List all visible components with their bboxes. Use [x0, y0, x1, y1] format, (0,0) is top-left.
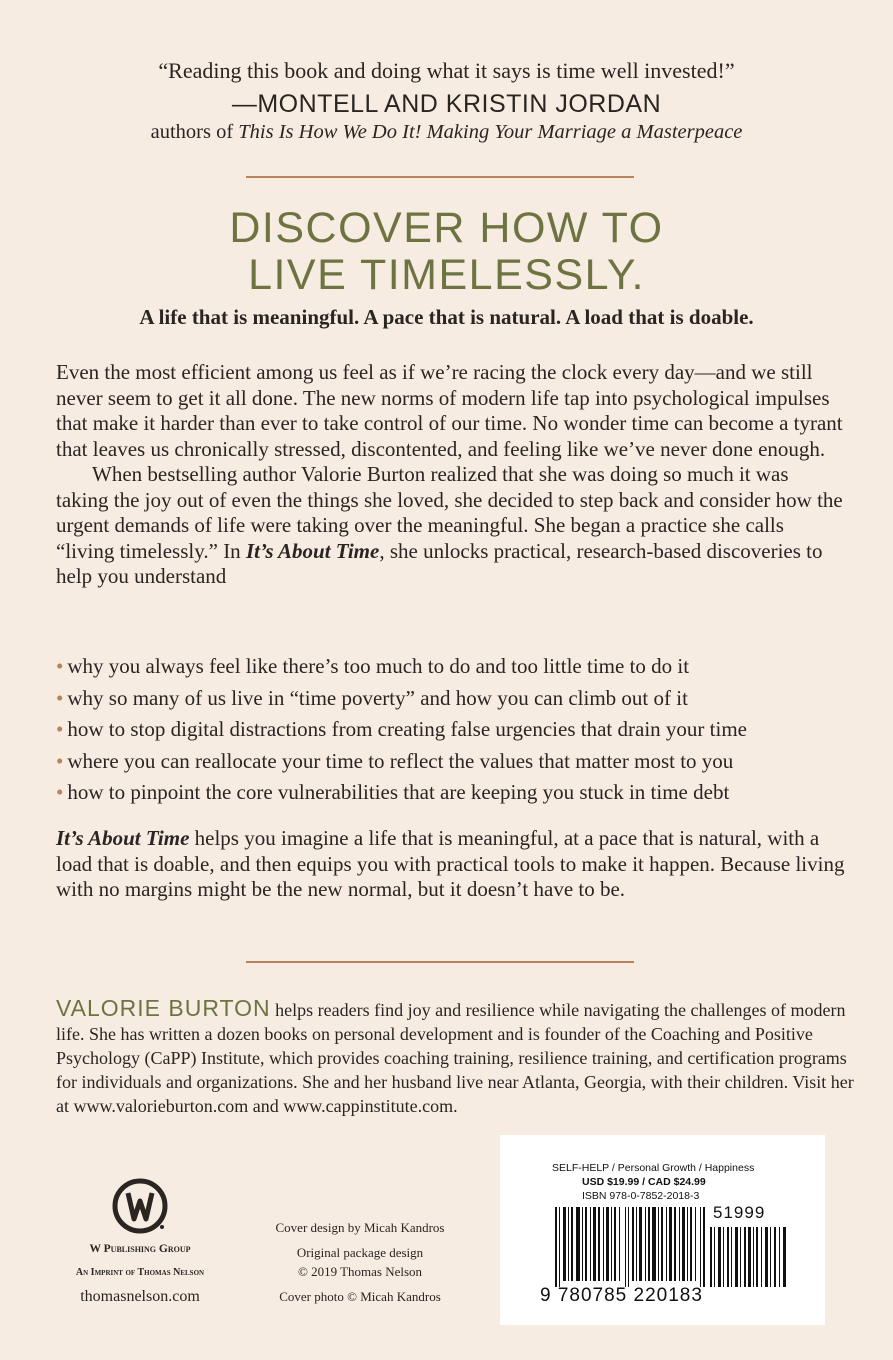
isbn-barcode-icon [555, 1207, 705, 1287]
publisher-block [50, 1175, 230, 1306]
author-bio-text: helps readers find joy and resilience while navigating the challenges of modern life. She has written a dozen books on personal development and is founder of the Coaching and Positive Psychology (CaPP) Institute, which provides coaching training, resilience training, and certification programs for individuals and organizations. She and her husband live near Atlanta, Georgia, with their children. Visit her at www.valorieburton.com and www.cappinstitute.com. [56, 1000, 854, 1116]
closing-book-title: It’s About Time [56, 826, 190, 850]
tagline: A life that is meaningful. A pace that is natural. A load that is doable. [139, 305, 754, 329]
credit-copyright: © 2019 Thomas Nelson [297, 1264, 423, 1279]
headline-line-1: DISCOVER HOW TO [229, 204, 664, 252]
bisac-category: SELF-HELP / Personal Growth / Happiness [552, 1162, 755, 1174]
description-paragraph-2 [56, 462, 846, 590]
bullet-icon: • [56, 717, 64, 741]
price-label: USD $19.99 / CAD $24.99 [582, 1176, 706, 1188]
divider-bottom [246, 961, 634, 963]
endorsement-credit [0, 121, 893, 144]
author-bio [56, 996, 856, 1118]
description-body [56, 360, 846, 590]
publisher-imprint: An Imprint of Thomas Nelson [75, 1267, 205, 1278]
closing-text: helps you imagine a life that is meaningful, at a pace that is natural, with a load that is doable, and then equips you with practical tools to make it happen. Because living with no margins might be the new normal, but it doesn’t have to be. [56, 826, 845, 901]
cover-credits [255, 1218, 465, 1306]
headline [0, 205, 893, 299]
endorsement-quote: “Reading this book and doing what it says is time well invested!” [158, 58, 735, 83]
publisher-website: thomasnelson.com [80, 1288, 200, 1305]
list-item: • where you can reallocate your time to reflect the values that matter most to you [56, 748, 734, 773]
bullet-icon: • [56, 654, 64, 678]
bullet-icon: • [56, 780, 64, 804]
divider-top [246, 176, 634, 178]
closing-paragraph [56, 826, 846, 903]
bullet-list [56, 654, 856, 812]
list-item: • why you always feel like there’s too much to do and too little time to do it [56, 654, 690, 678]
credit-book-title: This Is How We Do It! Making Your Marriage a Masterpeace [238, 121, 743, 143]
headline-line-2: LIVE TIMELESSLY. [248, 251, 645, 299]
description-paragraph-1: Even the most efficient among us feel as if we’re racing the clock every day—and we still never seem to get it all done. The new norms of modern life tap into psychological impulses that make it harder than ever to take control of our time. No wonder time can become a tyrant that leaves us chronically stressed, discontented, and feeling like we’ve never done enough. [56, 360, 843, 461]
price-code: 51999 [713, 1203, 766, 1222]
list-item: • how to stop digital distractions from creating false urgencies that drain your time [56, 717, 747, 741]
list-item: • why so many of us live in “time poverty” and how you can climb out of it [56, 685, 688, 710]
credit-cover-photo: Cover photo © Micah Kandros [279, 1289, 441, 1304]
barcode-box [500, 1135, 825, 1325]
p2-start: When bestselling author Valorie Burton realized that she was doing so much it was taking the joy out of even the things she loved, she decided to step back and consider how the urgent demands of life were taking over the meaningful. She began a practice she calls “living timelessly.” In [56, 462, 843, 563]
isbn-label: ISBN 978-0-7852-2018-3 [582, 1190, 700, 1202]
credit-cover-design: Cover design by Micah Kandros [275, 1220, 445, 1235]
p2-end: , she unlocks practical, research-based discoveries to help you understand [56, 538, 823, 588]
p2-book-title: It’s About Time [245, 538, 380, 563]
credit-prefix: authors of [150, 121, 239, 143]
publisher-name: W Publishing Group [89, 1243, 191, 1255]
list-item: • how to pinpoint the core vulnerabilities that are keeping you stuck in time debt [56, 780, 730, 804]
bullet-icon: • [56, 685, 64, 710]
author-name: VALORIE BURTON [56, 995, 271, 1021]
credit-package-design: Original package design [296, 1245, 424, 1260]
w-publishing-logo-icon [109, 1175, 171, 1237]
price-barcode-icon [710, 1227, 790, 1287]
ean-digits: 9 780785 220183 [540, 1285, 703, 1306]
bullet-icon: • [56, 748, 64, 773]
endorsement-author: —MONTELL AND KRISTIN JORDAN [231, 90, 662, 118]
